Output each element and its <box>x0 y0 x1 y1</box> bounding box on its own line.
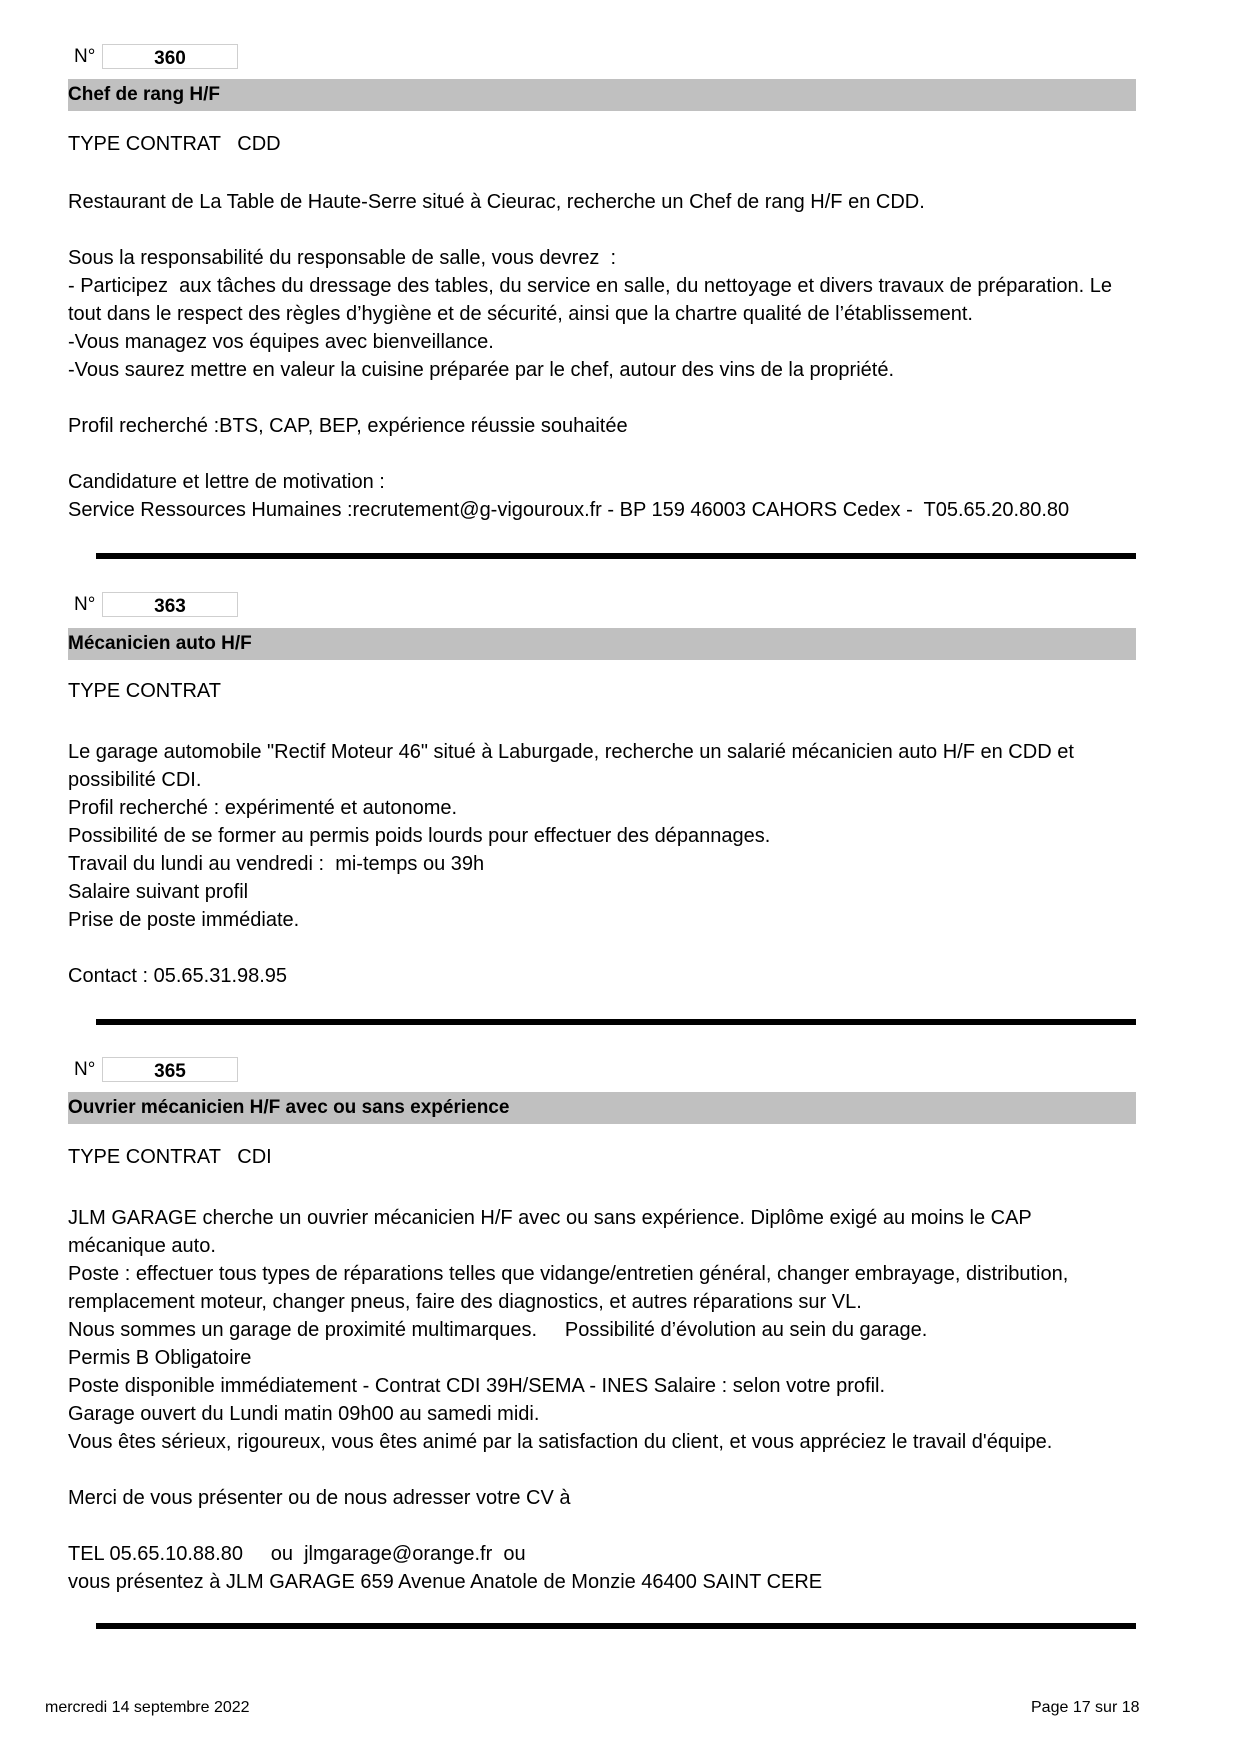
offer-title: Ouvrier mécanicien H/F avec ou sans expérience <box>68 1092 1136 1124</box>
footer-date: mercredi 14 septembre 2022 <box>45 1699 250 1716</box>
number-label: N° <box>74 46 96 67</box>
offer-description: Le garage automobile "Rectif Moteur 46" situé à Laburgade, recherche un salarié mécanicien auto H/F en CDD et possibilité CDI. Profil recherché : expérimenté et autonome. Possibilité de se former au permis poids lourds pour effectuer des dépannages. Travail du lundi au vendredi : mi-temps ou 39h Salaire suivant profil Prise de poste immédiate. Contact : 05.65.31.98.95 <box>68 741 1074 987</box>
offer-number: 363 <box>102 592 238 617</box>
contract-type: TYPE CONTRAT CDI <box>68 1146 272 1168</box>
offer-title: Chef de rang H/F <box>68 79 1136 111</box>
offer-number: 365 <box>102 1057 238 1082</box>
section-divider <box>96 1623 1136 1629</box>
offer-description: Restaurant de La Table de Haute-Serre situé à Cieurac, recherche un Chef de rang H/F en CDD. Sous la responsabilité du responsable de salle, vous devrez : - Participez aux tâches du dressage des tables, du service en salle, du nettoyage et divers travaux de préparation. Le tout dans le respect des règles d’hygiène et de sécurité, ainsi que la chartre qualité de l’établissement. -Vous managez vos équipes avec bienveillance. -Vous saurez mettre en valeur la cuisine préparée par le chef, autour des vins de la propriété. Profil recherché :BTS, CAP, BEP, expérience réussie souhaitée Candidature et lettre de motivation : Service Ressources Humaines :recrutement@g-vigouroux.fr - BP 159 46003 CAHORS Cedex - T05.65.20.80.80 <box>68 191 1112 521</box>
section-divider <box>96 1019 1136 1025</box>
footer-page-number: Page 17 sur 18 <box>1031 1699 1140 1716</box>
contract-type: TYPE CONTRAT CDD <box>68 133 281 155</box>
offer-number: 360 <box>102 44 238 69</box>
number-label: N° <box>74 1059 96 1080</box>
offer-title: Mécanicien auto H/F <box>68 628 1136 660</box>
number-label: N° <box>74 594 96 615</box>
section-divider <box>96 553 1136 559</box>
offer-description: JLM GARAGE cherche un ouvrier mécanicien H/F avec ou sans expérience. Diplôme exigé au moins le CAP mécanique auto. Poste : effectuer tous types de réparations telles que vidange/entretien général, changer embrayage, distribution, remplacement moteur, changer pneus, faire des diagnostics, et autres réparations sur VL. Nous sommes un garage de proximité multimarques. Possibilité d’évolution au sein du garage. Permis B Obligatoire Poste disponible immédiatement - Contrat CDI 39H/SEMA - INES Salaire : selon votre profil. Garage ouvert du Lundi matin 09h00 au samedi midi. Vous êtes sérieux, rigoureux, vous êtes animé par la satisfaction du client, et vous appréciez le travail d'équipe. Merci de vous présenter ou de nous adresser votre CV à TEL 05.65.10.88.80 ou jlmgarage@orange.fr ou vous présentez à JLM GARAGE 659 Avenue Anatole de Monzie 46400 SAINT CERE <box>68 1207 1069 1593</box>
contract-type: TYPE CONTRAT <box>68 680 221 702</box>
